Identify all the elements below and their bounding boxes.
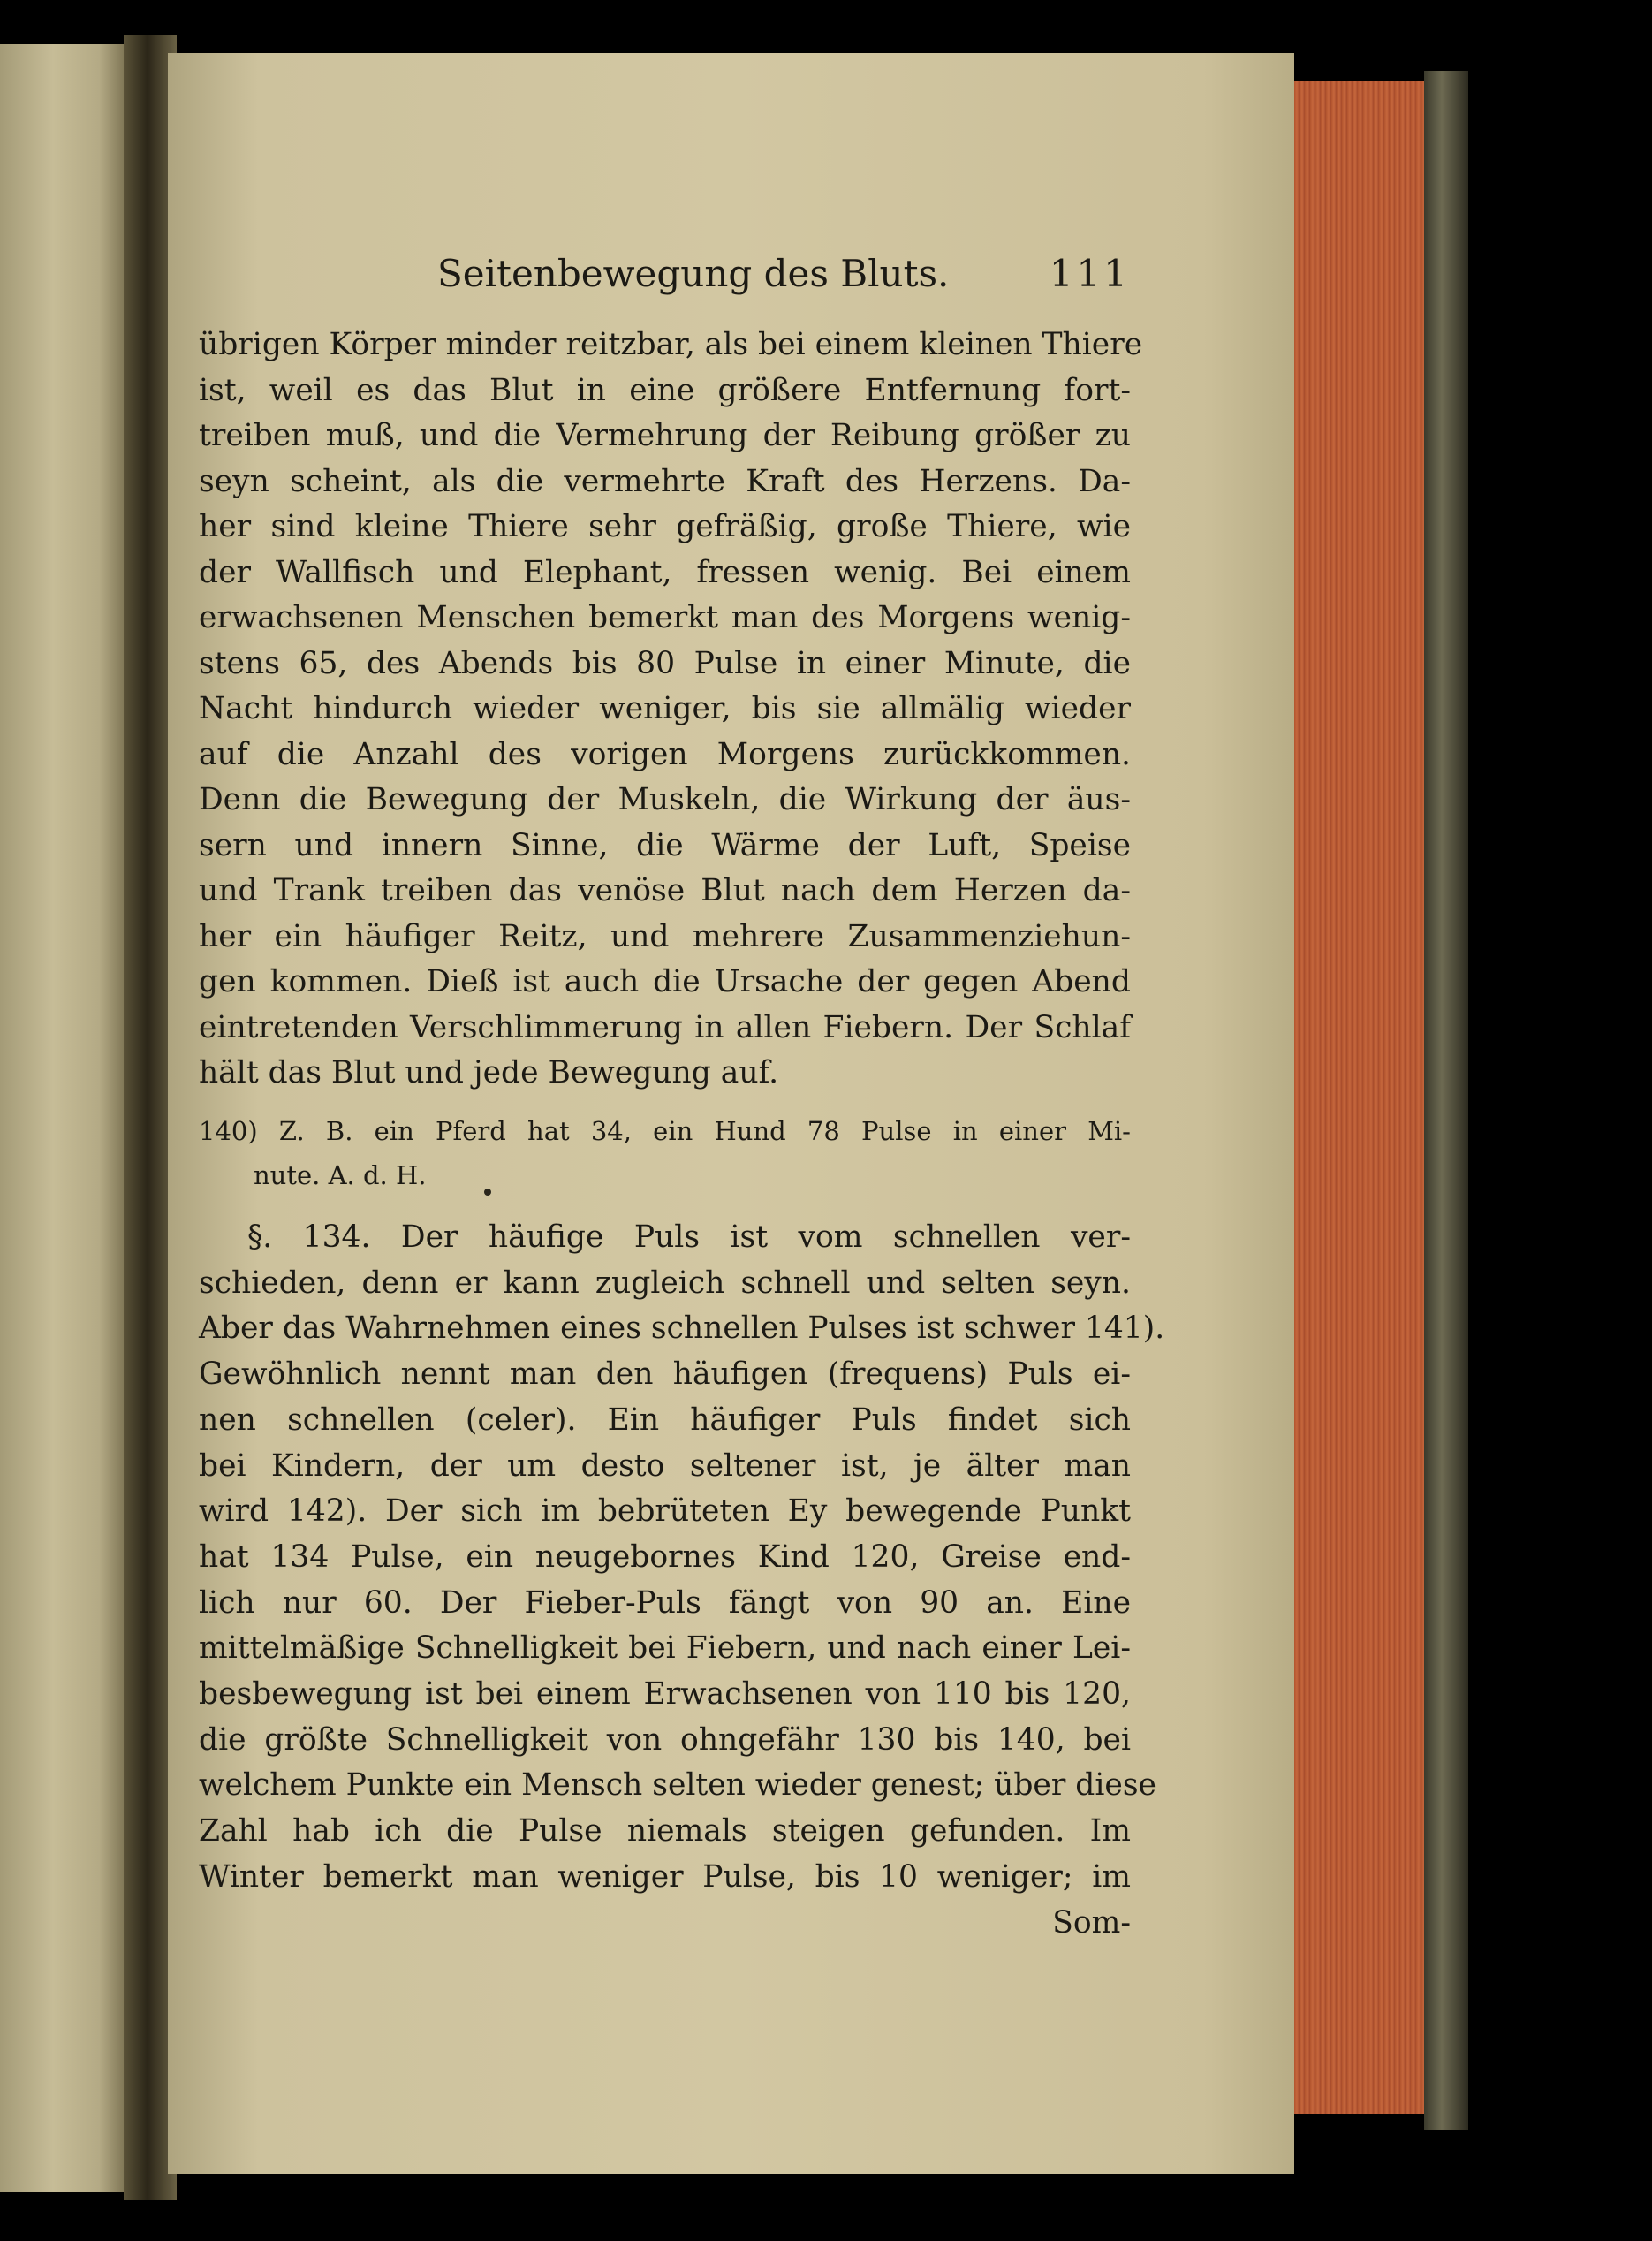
text-line: hat 134 Pulse, ein neugebornes Kind 120, Greise end-	[199, 1538, 1131, 1575]
left-page-edge	[0, 44, 133, 2192]
page-edges	[1294, 81, 1427, 2114]
text-line: eintretenden Verschlimmerung in allen Fiebern. Der Schlaf	[199, 1009, 1131, 1045]
page-number: 111	[1049, 252, 1131, 295]
text-line: Denn die Bewegung der Muskeln, die Wirkung der äus-	[199, 782, 1131, 817]
text-line: die größte Schnelligkeit von ohngefähr 130 bis 140, bei	[199, 1721, 1131, 1758]
book-cover-edge	[1424, 71, 1468, 2130]
text-line: lich nur 60. Der Fieber-Puls fängt von 90 an. Eine	[199, 1584, 1131, 1621]
text-line: bei Kindern, der um desto seltener ist, je älter man	[199, 1447, 1131, 1484]
text-line: her ein häufiger Reitz, und mehrere Zusammenziehun-	[199, 918, 1131, 954]
running-header	[199, 252, 1131, 305]
section-134	[199, 1215, 1165, 1946]
text-line: hält das Blut und jede Bewegung auf.	[199, 1055, 779, 1090]
footnote	[199, 1109, 1131, 1197]
text-line: Zahl hab ich die Pulse niemals steigen gefunden. Im	[199, 1813, 1131, 1850]
text-line: Aber das Wahrnehmen eines schnellen Pulses ist schwer 141).	[199, 1310, 1165, 1347]
text-line: schieden, denn er kann zugleich schnell und selten seyn.	[199, 1265, 1131, 1301]
text-line: besbewegung ist bei einem Erwachsenen von 110 bis 120,	[199, 1676, 1131, 1713]
text-line: und Trank treiben das venöse Blut nach dem Herzen da-	[199, 873, 1131, 908]
text-line: erwachsenen Menschen bemerkt man des Morgens wenig-	[199, 600, 1131, 635]
running-title: Seitenbewegung des Bluts.	[437, 252, 950, 295]
text-line: mittelmäßige Schnelligkeit bei Fiebern, und nach einer Lei-	[199, 1630, 1131, 1667]
text-line: auf die Anzahl des vorigen Morgens zurückkommen.	[199, 736, 1131, 772]
footnote-line: nute. A. d. H.	[254, 1160, 427, 1190]
text-line: nen schnellen (celer). Ein häufiger Puls findet sich	[199, 1402, 1131, 1438]
text-line: welchem Punkte ein Mensch selten wieder genest; über diese	[199, 1767, 1156, 1804]
section-heading-line: §. 134. Der häufige Puls ist vom schnellen ver-	[247, 1219, 1131, 1255]
catchword: Som-	[1052, 1904, 1131, 1941]
body-paragraph	[199, 323, 1143, 1097]
text-line: übrigen Körper minder reitzbar, als bei einem kleinen Thiere	[199, 327, 1143, 362]
text-line: treiben muß, und die Vermehrung der Reibung größer zu	[199, 418, 1131, 453]
text-line: her sind kleine Thiere sehr gefräßig, große Thiere, wie	[199, 509, 1131, 544]
footnote-line: 140) Z. B. ein Pferd hat 34, ein Hund 78 Pulse in einer Mi-	[199, 1116, 1131, 1146]
text-line: wird 142). Der sich im bebrüteten Ey bewegende Punkt	[199, 1493, 1131, 1530]
text-line: gen kommen. Dieß ist auch die Ursache der gegen Abend	[199, 964, 1131, 999]
text-line: seyn scheint, als die vermehrte Kraft des Herzens. Da-	[199, 463, 1131, 499]
text-line: der Wallfisch und Elephant, fressen wenig. Bei einem	[199, 554, 1131, 590]
text-line: sern und innern Sinne, die Wärme der Luft, Speise	[199, 827, 1131, 863]
text-line: stens 65, des Abends bis 80 Pulse in einer Minute, die	[199, 645, 1131, 681]
text-line: Winter bemerkt man weniger Pulse, bis 10 weniger; im	[199, 1858, 1131, 1895]
text-line: ist, weil es das Blut in eine größere Entfernung fort-	[199, 372, 1131, 408]
text-line: Gewöhnlich nennt man den häufigen (frequens) Puls ei-	[199, 1356, 1131, 1393]
text-line: Nacht hindurch wieder weniger, bis sie allmälig wieder	[199, 691, 1131, 726]
ink-dot	[484, 1189, 491, 1196]
